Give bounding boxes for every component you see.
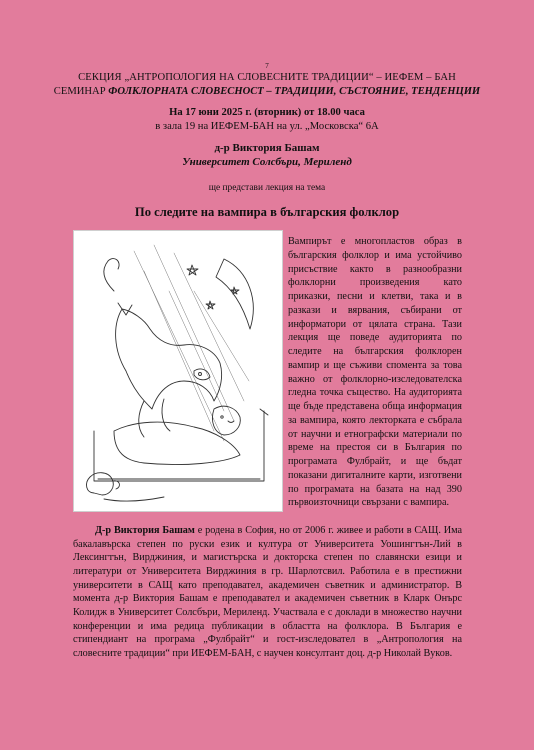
speaker-name: д-р Виктория Башам — [214, 142, 320, 154]
sleeper-figure — [114, 422, 240, 465]
star-shape — [187, 265, 198, 275]
intro-line: ще представи лекция на тема — [208, 183, 326, 193]
bio-text: е родена в София, но от 2006 г. живее и работи в САЩ. Има бакалавърска степен по руски език и култура от Университета Уошингтън-Лий в Лексингтън, Вирджиния, и магистърска и докторска степен по славянски езици и литератури от Университета Вирджиния в гр. Шарлотсвил. Работила е в престижни университети в САЩ като преподавател, академичен съветник и администратор. В момента д-р Виктория Башам е преподавател и академичен съветник в Кларк Онърс Колидж в Университет Солсбъри, Мериленд. Участвала е с доклади в множество научни конференции и има редица публикации в областта на фолклора. В България е стипендиант на програма „Фулбрайт“ и гост-изследовател в „Антропология на словесните традиции“ при ИЕФЕМ-БАН, с научен консултант доц. д-р Николай Вуков. — [73, 525, 462, 659]
section-header: СЕКЦИЯ „АНТРОПОЛОГИЯ НА СЛОВЕСНИТЕ ТРАДИЦИИ“ – ИЕФЕМ – БАН — [78, 72, 456, 83]
lecture-title: По следите на вампира в българския фолклор — [134, 205, 400, 219]
moon-shape — [216, 259, 253, 329]
jug-shape — [87, 473, 120, 495]
vampire-illustration — [73, 230, 283, 512]
lecture-abstract: Вампирът е многопластов образ в българския фолклор и има устойчиво присъствие както в разнообразни фолклорни произведения като приказки, песни и клетви, така и в разкази и вярвания, събирани от информатори от цялата страна. Тази лекция ще поведе аудиторията по следите на българския фолклорен вампир и ще съживи спомента за това важно от фолклорно-изследователска гледна точка същество. На аудиторията ще бъде представена обща информация за вампира, която лекторката е събрала от научни и етнографски материали по време на престоя си в България по програмата Фулбрайт, и ще бъдат показани дигиталните карти, изготвени по програмата на базата на над 390 първоизточници свързани с вампира. — [288, 236, 462, 509]
event-date: На 17 юни 2025 г. (вторник) от 18.00 часа — [169, 107, 365, 118]
bed-frame — [94, 409, 268, 481]
creature-tail — [104, 259, 119, 291]
speaker-bio — [73, 524, 462, 661]
seminar-prefix: СЕМИНАР — [53, 86, 109, 97]
star-shape — [206, 301, 215, 309]
seminar-title: ФОЛКЛОРНАТА СЛОВЕСНОСТ – ТРАДИЦИИ, СЪСТОЯНИЕ, ТЕНДЕНЦИИ — [108, 86, 481, 97]
page-number: 7 — [265, 62, 269, 70]
seminar-header — [0, 86, 534, 97]
speaker-affiliation: Университет Солсбъри, Мериленд — [182, 156, 352, 168]
event-venue: в зала 19 на ИЕФЕМ-БАН на ул. „Московска“ 6А — [155, 121, 379, 132]
vampire-sketch-image — [74, 231, 282, 511]
bio-name: Д-р Виктория Башам — [95, 525, 195, 536]
